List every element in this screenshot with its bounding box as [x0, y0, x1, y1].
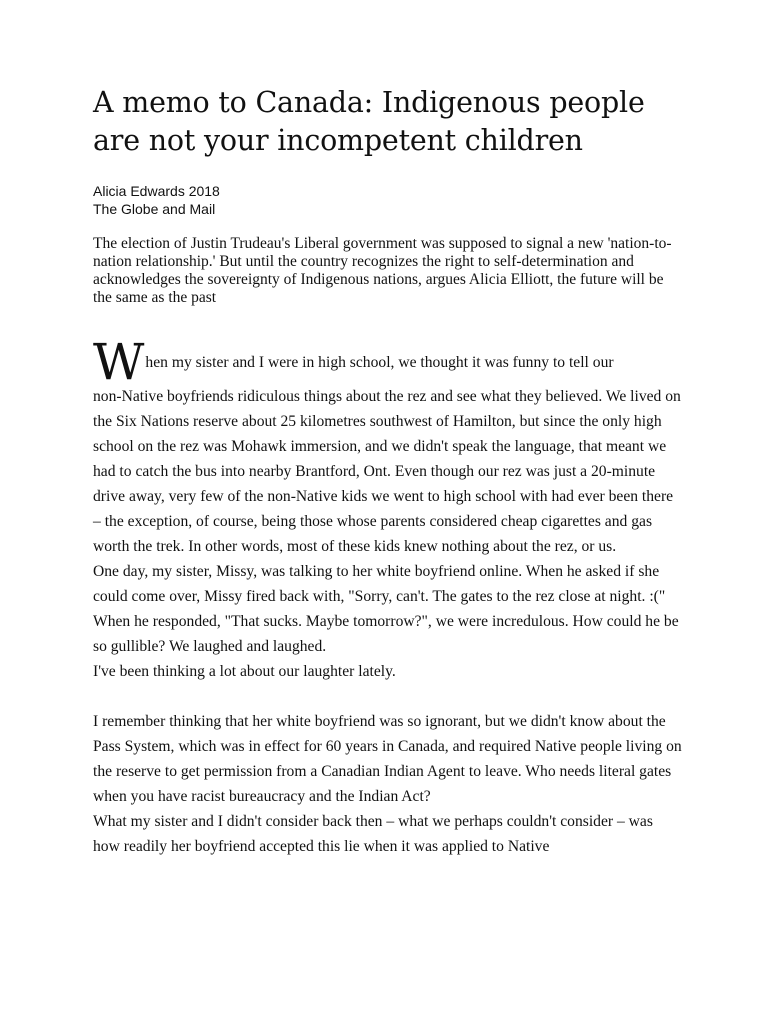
paragraph-4: I remember thinking that her white boyfriend was so ignorant, but we didn't know about the Pass System, which was in effect for 60 years in Canada, and required Native people living on the reserve to get permission from a Canadian Indian Agent to leave. Who needs literal gates when you have racist bureaucracy and the Indian Act?: [93, 713, 682, 805]
paragraph-3: I've been thinking a lot about our laughter lately.: [93, 663, 396, 680]
opening-line-text: hen my sister and I were in high school, we thought it was funny to tell our: [145, 354, 614, 371]
publication-name: The Globe and Mail: [93, 201, 216, 217]
article-title: A memo to Canada: Indigenous people are not your incompetent children: [93, 86, 645, 157]
paragraph-2: One day, my sister, Missy, was talking to her white boyfriend online. When he asked if she could come over, Missy fired back with, "Sorry, can't. The gates to the rez close at night. :(" When he responded, "That sucks. Maybe tomorrow?", we were incredulous. How could he be so gullible? We laughed and laughed.: [93, 563, 679, 655]
opening-line: [93, 332, 683, 391]
paragraph-gap: [93, 684, 683, 709]
paragraph-5: What my sister and I didn't consider back then – what we perhaps couldn't consider – was how readily her boyfriend accepted this lie when it was applied to Native: [93, 813, 653, 855]
article-summary: The election of Justin Trudeau's Liberal government was supposed to signal a new 'nation-to-nation relationship.' But until the country recognizes the right to self-determination and acknowledges the sovereignty of Indigenous nations, argues Alicia Elliott, the future will be the same as the past: [93, 235, 672, 306]
paragraph-1: non-Native boyfriends ridiculous things about the rez and see what they believed. We lived on the Six Nations reserve about 25 kilometres southwest of Hamilton, but since the only high school on the rez was Mohawk immersion, and we didn't speak the language, that meant we had to catch the bus into nearby Brantford, Ont. Even though our rez was just a 20-minute drive away, very few of the non-Native kids we went to high school with had ever been there – the exception, of course, being those whose parents considered cheap cigarettes and gas worth the trek. In other words, most of these kids knew nothing about the rez, or us.: [93, 388, 681, 555]
document-page: [93, 84, 683, 859]
article-body: [93, 332, 683, 859]
drop-cap: W: [93, 333, 145, 391]
author-year: Alicia Edwards 2018: [93, 183, 220, 199]
byline: [93, 182, 683, 218]
